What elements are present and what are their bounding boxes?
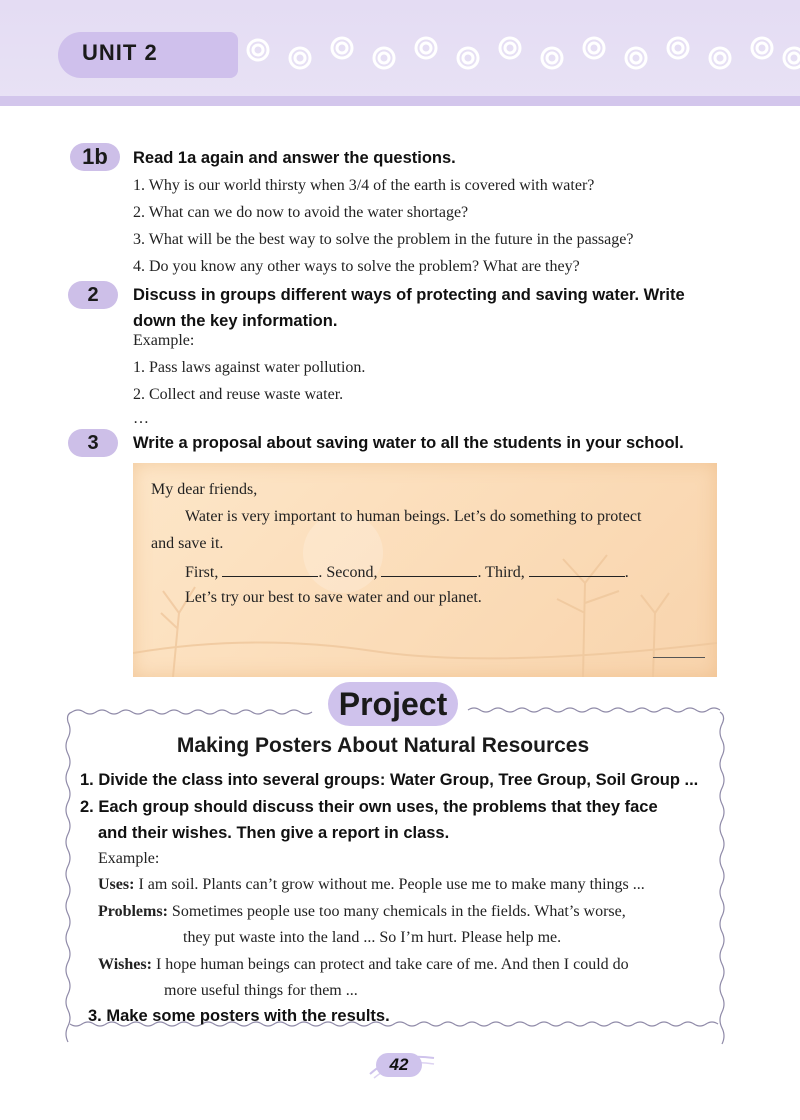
project-step-2-line1: 2. Each group should discuss their own uses, the problems that they face bbox=[80, 798, 658, 816]
blank-second[interactable] bbox=[381, 562, 477, 577]
section-2-example-label: Example: bbox=[133, 332, 195, 349]
proposal-greeting: My dear friends, bbox=[151, 481, 258, 498]
proposal-box bbox=[133, 463, 717, 677]
proposal-steps-line bbox=[185, 562, 629, 582]
project-example-label: Example: bbox=[98, 850, 160, 867]
question-3: 3. What will be the best way to solve the problem in the future in the passage? bbox=[133, 231, 634, 248]
project-wishes-line bbox=[98, 956, 629, 974]
section-2-example-2: 2. Collect and reuse waste water. bbox=[133, 386, 344, 403]
project-problems-line2: they put waste into the land ... So I’m hurt. Please help me. bbox=[183, 929, 562, 946]
uses-label: Uses: bbox=[98, 876, 135, 893]
project-uses-line bbox=[98, 876, 645, 894]
section-2-example-1: 1. Pass laws against water pollution. bbox=[133, 359, 366, 376]
project-title: Project bbox=[328, 682, 458, 726]
section-2-ellipsis: … bbox=[133, 410, 149, 427]
question-2: 2. What can we do now to avoid the water shortage? bbox=[133, 204, 469, 221]
page-number-container bbox=[364, 1048, 436, 1084]
proposal-end-dot: . bbox=[624, 564, 629, 581]
unit-label: UNIT 2 bbox=[82, 40, 158, 65]
project-step-1: 1. Divide the class into several groups: Water Group, Tree Group, Soil Group ... bbox=[80, 771, 699, 789]
proposal-second-label: . Second, bbox=[318, 564, 378, 581]
problems-text: Sometimes people use too many chemicals in the fields. What’s worse, bbox=[167, 903, 626, 920]
blank-first[interactable] bbox=[222, 562, 318, 577]
problems-label: Problems: bbox=[98, 903, 168, 920]
section-2-badge: 2 bbox=[68, 281, 118, 309]
proposal-first-label: First, bbox=[185, 564, 219, 581]
decorative-rings bbox=[238, 34, 800, 78]
question-4: 4. Do you know any other ways to solve the problem? What are they? bbox=[133, 258, 580, 275]
project-step-2-line2: and their wishes. Then give a report in class. bbox=[98, 824, 450, 842]
section-2-instruction-line1: Discuss in groups different ways of protecting and saving water. Write bbox=[133, 286, 685, 304]
project-step-3: 3. Make some posters with the results. bbox=[88, 1007, 390, 1025]
header-banner-stripe bbox=[0, 96, 800, 106]
section-2-instruction-line2: down the key information. bbox=[133, 312, 338, 330]
question-1: 1. Why is our world thirsty when 3/4 of the earth is covered with water? bbox=[133, 177, 595, 194]
blank-third[interactable] bbox=[529, 562, 625, 577]
wishes-label: Wishes: bbox=[98, 956, 152, 973]
section-3-badge: 3 bbox=[68, 429, 118, 457]
project-wishes-line2: more useful things for them ... bbox=[164, 982, 358, 999]
page-number: 42 bbox=[376, 1053, 422, 1077]
section-1b-instruction: Read 1a again and answer the questions. bbox=[133, 149, 456, 167]
proposal-body-line1: Water is very important to human beings. Let’s do something to protect bbox=[185, 508, 642, 525]
project-subtitle: Making Posters About Natural Resources bbox=[176, 734, 590, 757]
section-3-instruction: Write a proposal about saving water to all the students in your school. bbox=[133, 434, 684, 452]
section-1b-badge: 1b bbox=[70, 143, 120, 171]
proposal-closing: Let’s try our best to save water and our planet. bbox=[185, 589, 482, 606]
signature-blank[interactable] bbox=[653, 657, 705, 658]
uses-text: I am soil. Plants can’t grow without me. People use me to make many things ... bbox=[134, 876, 645, 893]
proposal-body-line2: and save it. bbox=[151, 535, 224, 552]
project-problems-line bbox=[98, 903, 626, 921]
proposal-third-label: . Third, bbox=[477, 564, 525, 581]
wishes-text: I hope human beings can protect and take care of me. And then I could do bbox=[151, 956, 629, 973]
